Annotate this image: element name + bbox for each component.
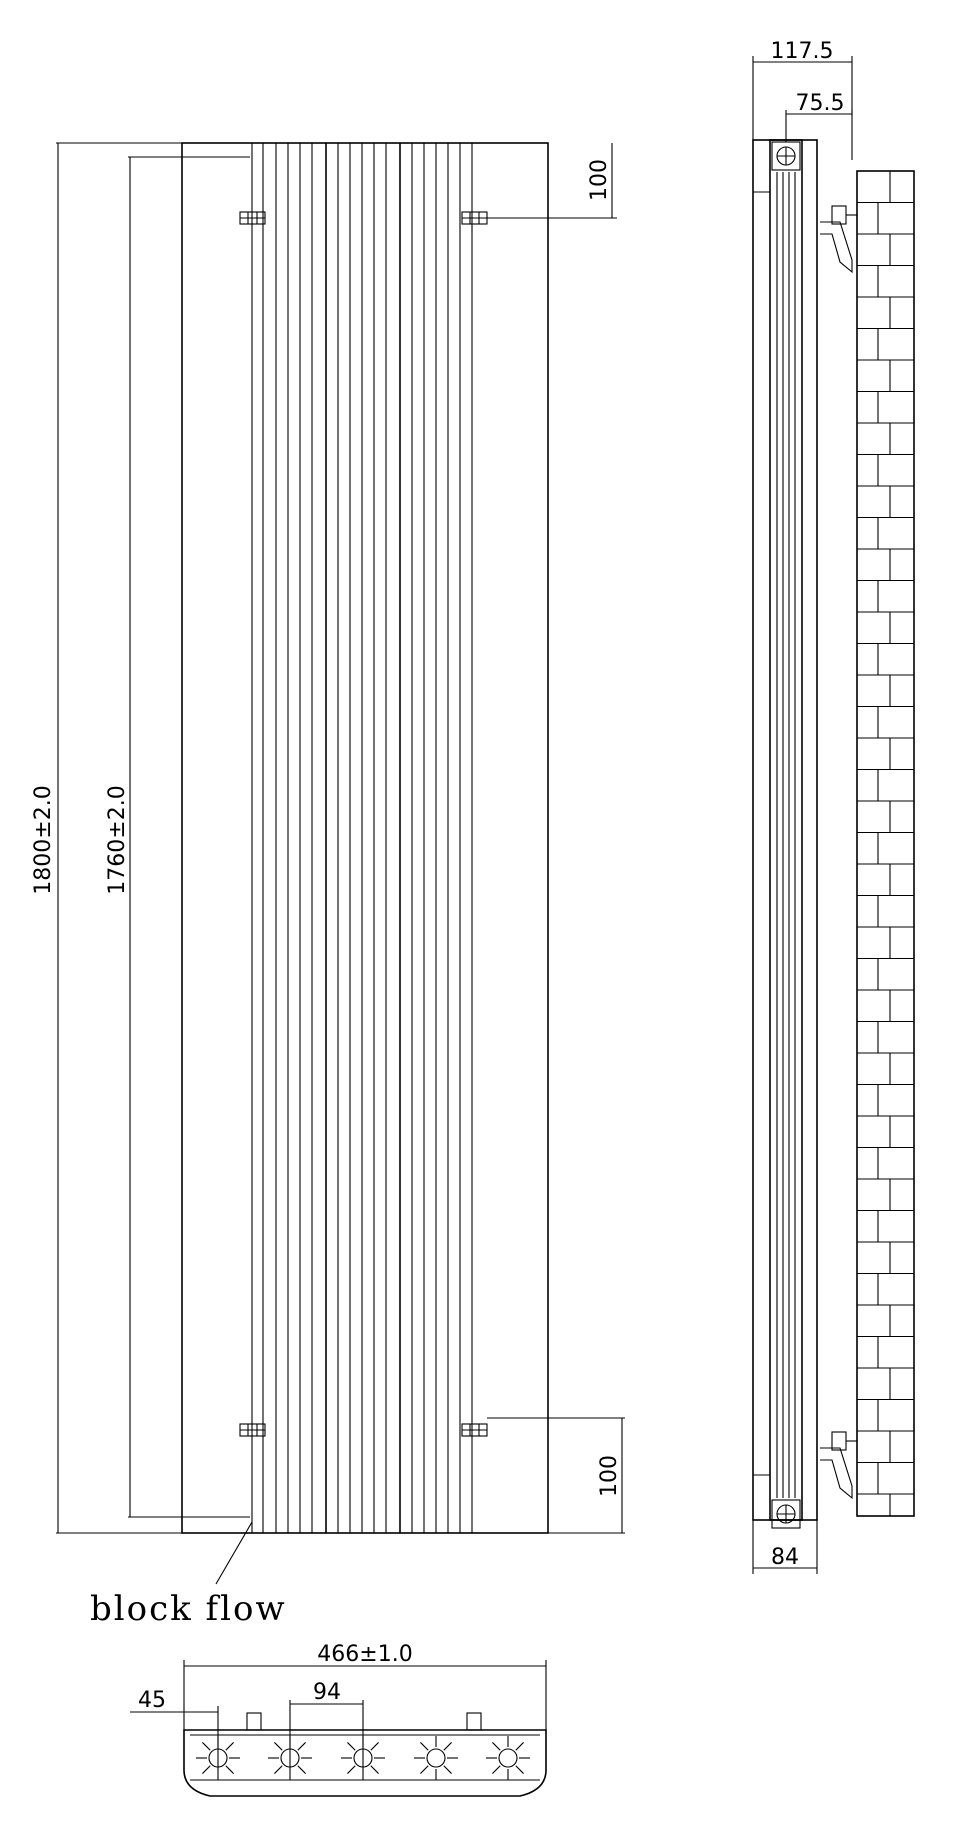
centre-height-label: 1760±2.0: [105, 785, 130, 895]
bottom-stub-left: [247, 1713, 261, 1730]
tube-hub-spoke: [444, 1742, 452, 1750]
bottom-view: [130, 1642, 546, 1796]
tube-hub-spoke: [420, 1742, 428, 1750]
tube-hub-spoke: [226, 1742, 234, 1750]
tube-hub-spoke: [371, 1742, 379, 1750]
edge-offset-dimension: [130, 1706, 218, 1770]
tube-hub-spoke: [202, 1766, 210, 1774]
tube-hub-spoke: [516, 1742, 524, 1750]
tube-hub-spoke: [420, 1766, 428, 1774]
total-depth-label: 117.5: [770, 39, 834, 64]
top-offset-label: 100: [587, 159, 612, 201]
front-panel-outline: [182, 143, 548, 1533]
tube-hub-spoke: [492, 1766, 500, 1774]
tube-hub-spoke: [274, 1742, 282, 1750]
tube-hub-spoke: [371, 1766, 379, 1774]
tube-hub: [427, 1749, 445, 1767]
panel-depth-label: 84: [771, 1545, 799, 1570]
tube-bundle: [252, 143, 472, 1533]
tube-hub: [499, 1749, 517, 1767]
bottom-stub-right: [467, 1713, 481, 1730]
tube-hub-spoke: [226, 1766, 234, 1774]
bottom-offset-label: 100: [597, 1455, 622, 1497]
side-view: [753, 39, 914, 1574]
side-bracket-top: [820, 206, 857, 272]
width-dimension: [184, 1660, 546, 1730]
tube-hub-spoke: [492, 1742, 500, 1750]
bottom-body-outline: [184, 1730, 546, 1796]
side-panel-tubes: [770, 140, 802, 1520]
bottom-port-icon: [772, 1500, 800, 1528]
tube-hub-spoke: [298, 1742, 306, 1750]
tube-hub-spoke: [347, 1742, 355, 1750]
brick-wall: [857, 171, 914, 1516]
wall-depth-label: 75.5: [795, 91, 845, 116]
tube-hub-spoke: [347, 1766, 355, 1774]
edge-offset-label: 45: [138, 1688, 166, 1713]
tube-hub-spoke: [202, 1742, 210, 1750]
side-bracket-bottom: [820, 1432, 857, 1498]
overall-height-label: 1800±2.0: [31, 785, 56, 895]
front-view: [31, 143, 625, 1629]
front-bracket-bottom-right: [462, 1424, 487, 1436]
front-bracket-top-right: [462, 212, 487, 224]
top-port-icon: [772, 142, 800, 170]
tube-hub-spoke: [274, 1766, 282, 1774]
tube-hub-spoke: [298, 1766, 306, 1774]
width-label: 466±1.0: [317, 1642, 413, 1667]
pitch-label: 94: [313, 1680, 341, 1705]
side-panel-outline: [753, 140, 817, 1520]
block-flow-label: block flow: [90, 1589, 287, 1629]
tube-hub-spoke: [516, 1766, 524, 1774]
block-flow-leader: [216, 1522, 252, 1584]
tube-hub-spoke: [444, 1766, 452, 1774]
centre-height-dimension: [128, 157, 250, 1517]
